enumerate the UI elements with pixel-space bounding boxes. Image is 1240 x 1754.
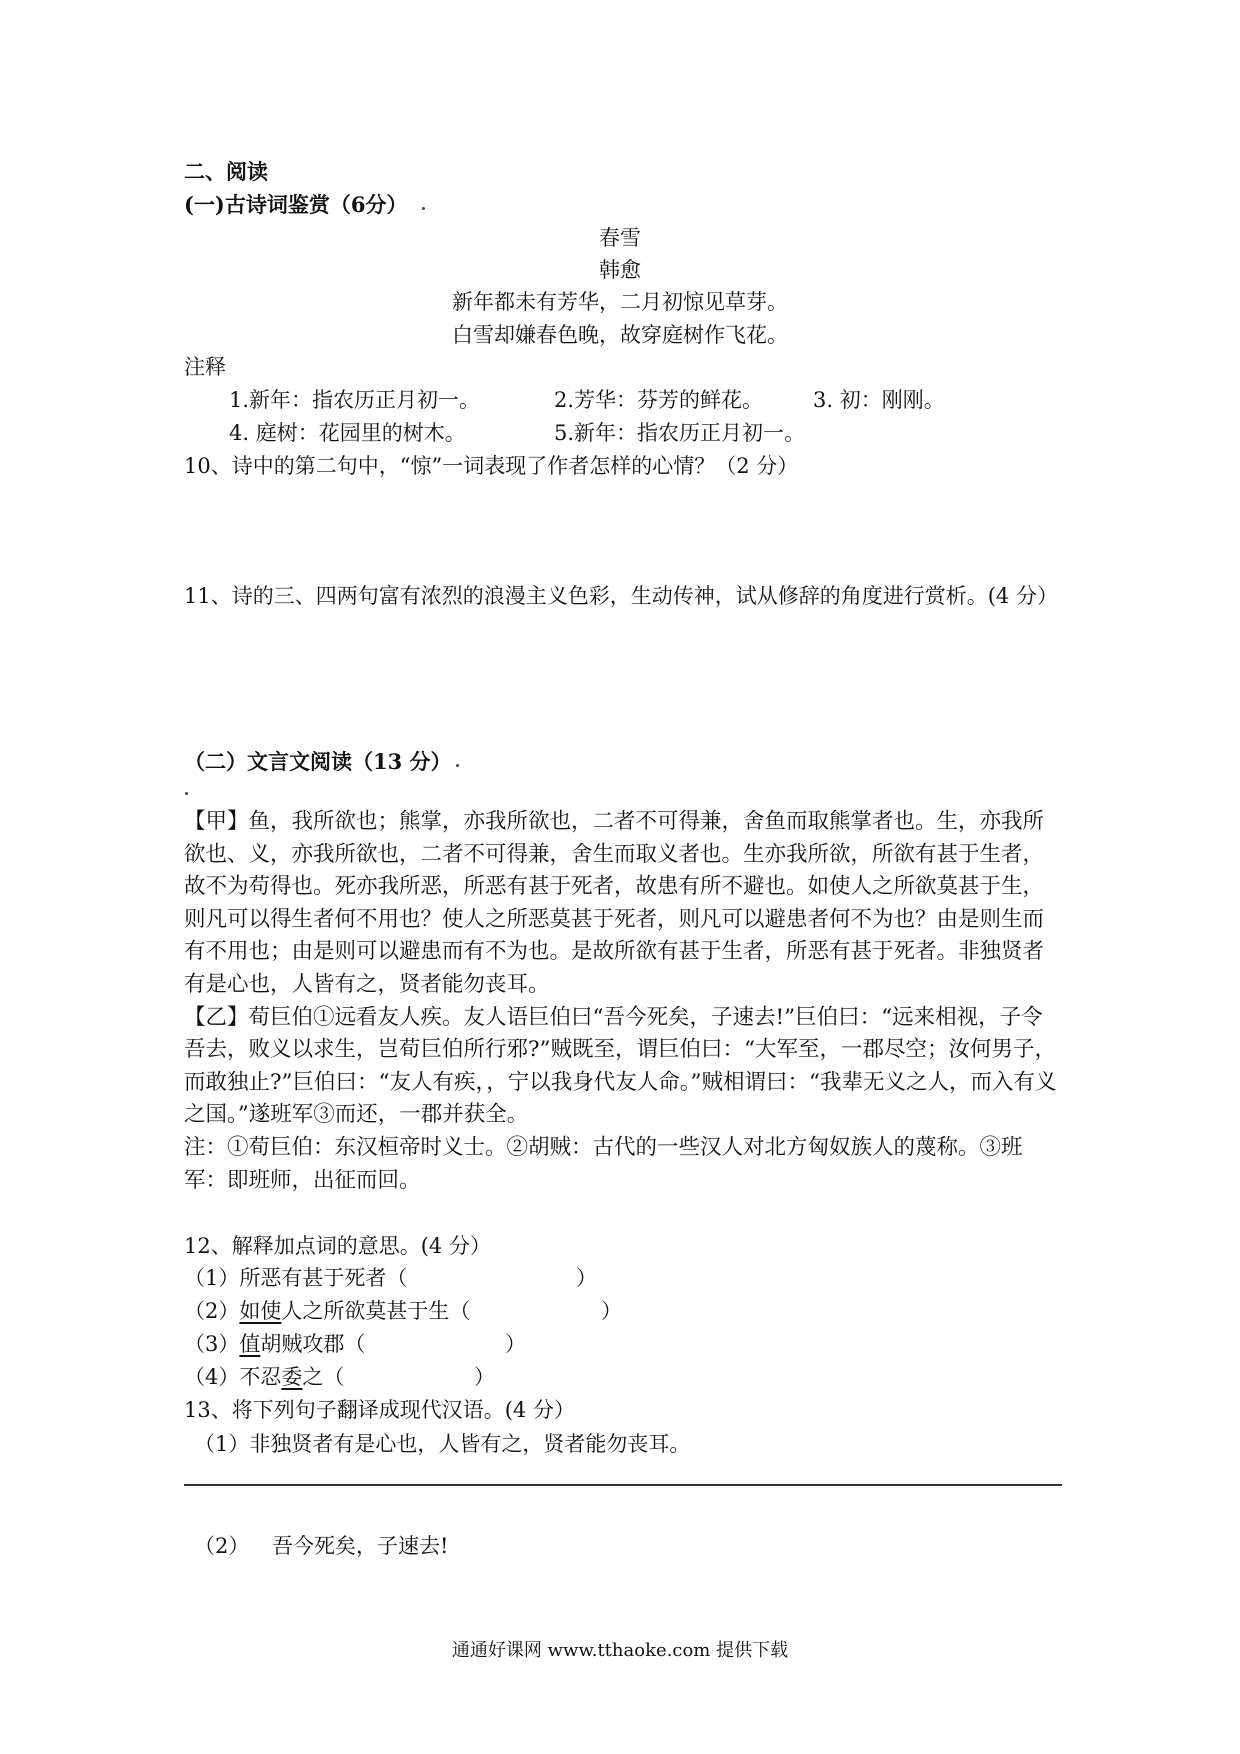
q12-item-2-close: ） (601, 1299, 622, 1323)
poem-title: 春雪 (599, 226, 641, 250)
passage-notes: 注：①荀巨伯：东汉桓帝时义士。②胡贼：古代的一些汉人对北方匈奴族人的蔑称。③班军：即班师，出征而回。 (184, 1134, 1023, 1193)
section-heading: 二、阅读 (184, 159, 268, 184)
q12-item-3-close: ） (505, 1332, 526, 1356)
q12-item-1: （1）所恶有甚于死者（ (184, 1266, 408, 1290)
dotted-word: 如使 (239, 1299, 282, 1323)
note-2: 2.芳华：芬芳的鲜花。 (554, 388, 764, 412)
stray-dot (456, 764, 459, 767)
note-5: 5.新年：指农历正月初一。 (554, 421, 806, 445)
footer-credit: 通通好课网 www.tthaoke.com 提供下载 (451, 1640, 789, 1661)
dotted-word: 值 (239, 1332, 261, 1356)
q13-sentence-2: 吾今死矣，子速去! (272, 1534, 449, 1558)
q13-sentence-1: （1）非独贤者有是心也，人皆有之，贤者能勿丧耳。 (194, 1432, 691, 1456)
question-12-title: 12、解释加点词的意思。(4 分） (184, 1234, 491, 1258)
dotted-word: 委 (281, 1365, 303, 1389)
question-10: 10、诗中的第二句中，“惊”一词表现了作者怎样的心情？（2 分） (184, 454, 799, 478)
q12-item-2: （2）如使人之所欲莫甚于生（ (184, 1299, 471, 1323)
passage-yi: 【乙】荀巨伯①远看友人疾。友人语巨伯曰“吾今死矣，子速去!”巨伯曰：“远来相视，子令吾去，败义以求生，岂荀巨伯所行邪?”贼既至，谓巨伯曰：“大军至，一郡尽空；汝何男子，而敢独止?”巨伯曰：“友人有疾，，宁以我身代友人命。”贼相谓曰：“我辈无义之人，而入有义之国。”遂班军③而还，一郡并获全。 (184, 1004, 1057, 1128)
poem-line-2: 白雪却嫌春色晚，故穿庭树作飞花。 (452, 323, 788, 347)
note-4: 4. 庭树：花园里的树木。 (229, 421, 466, 445)
passage-block (184, 806, 1064, 1197)
note-3: 3. 初：刚刚。 (813, 388, 945, 412)
q12-item-4: （4）不忍委之（ (184, 1365, 345, 1389)
dotted-word: 恶 (260, 1266, 282, 1290)
stray-dot (185, 792, 188, 795)
answer-line (184, 1484, 1062, 1486)
q12-item-4-close: ） (474, 1365, 495, 1389)
note-1: 1.新年：指农历正月初一。 (229, 388, 481, 412)
notes-label: 注释 (184, 355, 226, 379)
q13-sentence-2-number: （2） (194, 1534, 250, 1558)
poem-line-1: 新年都未有芳华，二月初惊见草芽。 (452, 290, 788, 314)
q12-item-1-close: ） (576, 1266, 597, 1290)
passage-jia: 【甲】鱼，我所欲也；熊掌，亦我所欲也，二者不可得兼，舍鱼而取熊掌者也。生，亦我所欲也、义，亦我所欲也，二者不可得兼，舍生而取义者也。生亦我所欲，所欲有甚于生者，故不为苟得也。死亦我所恶，所恶有甚于死者，故患有所不避也。如使人之所欲莫甚于生，则凡可以得生者何不用也？使人之所恶莫甚于死者，则凡可以避患者何不为也？由是则生而有不用也；由是则可以避患而有不为也。是故所欲有甚于生者，所恶有甚于死者。非独贤者有是心也，人皆有之，贤者能勿丧耳。 (184, 809, 1045, 997)
poetry-heading: (一)古诗词鉴赏（6分） (184, 192, 408, 217)
question-13-title: 13、将下列句子翻译成现代汉语。(4 分） (184, 1398, 575, 1422)
question-11: 11、诗的三、四两句富有浓烈的浪漫主义色彩，生动传神，试从修辞的角度进行赏析。(4 分） (184, 584, 1058, 608)
poem-author: 韩愈 (599, 258, 641, 282)
stray-dot (422, 207, 425, 210)
classical-heading: （二）文言文阅读（13 分） (184, 749, 452, 774)
q12-item-3: （3）值胡贼攻郡（ (184, 1332, 366, 1356)
